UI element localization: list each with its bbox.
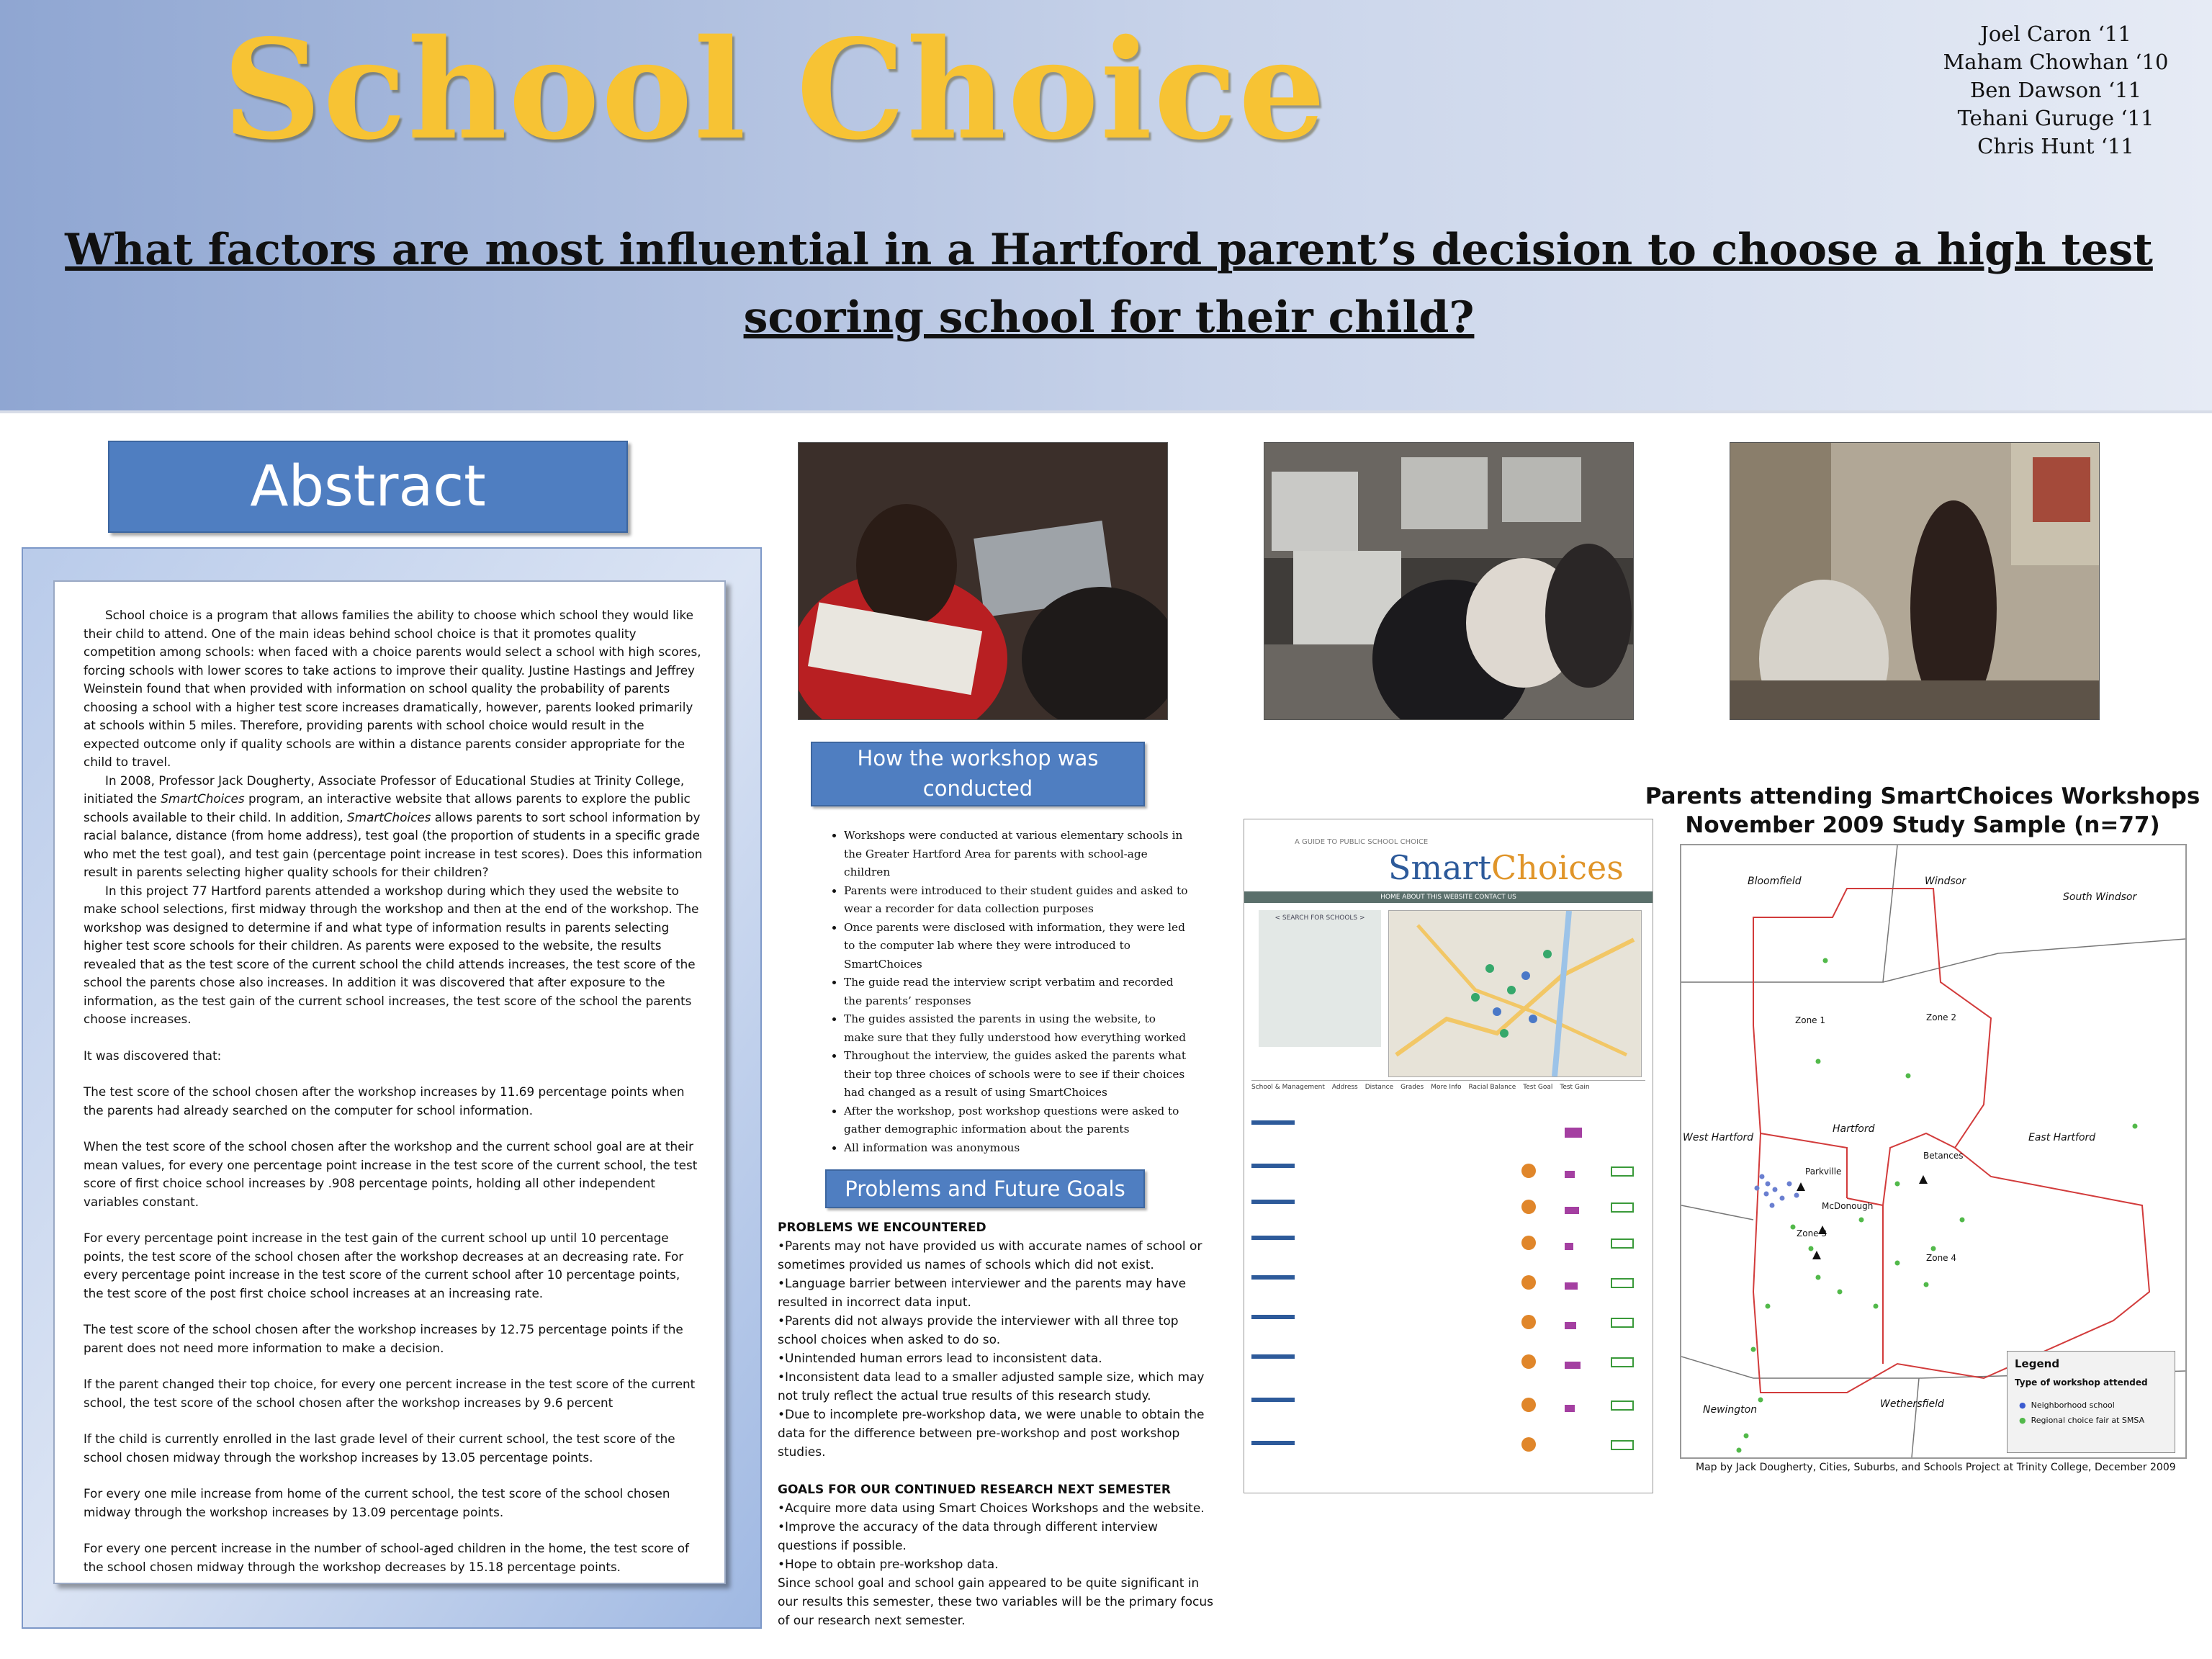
sc-col: School & Management bbox=[1251, 1084, 1325, 1091]
town-label: Wethersfield bbox=[1880, 1398, 1944, 1410]
sc-tagline: A GUIDE TO PUBLIC SCHOOL CHOICE bbox=[1295, 838, 1429, 846]
abstract-paragraph: School choice is a program that allows families the ability to choose which school they would like their child to attend. One of the main ideas behind school choice is that it promotes quality competition among schools: when faced with a choice parents would select a school with high scores, forcing schools with lower scores to take actions to improve their quality. Justine Hastings and Jeffrey Weinstein found that when provided with information on school quality the probability of parents choosing a school with a higher test score increases dramatically, however, parents looked primarily at schools within 5 miles. Therefore, providing parents with school choice would result in the expected outcome only if quality schools are within a distance parents consider appropriate for the child to travel. bbox=[84, 608, 701, 769]
town-label: South Windsor bbox=[2063, 891, 2137, 903]
list-item: •Unintended human errors lead to inconsistent data. bbox=[778, 1352, 1102, 1366]
list-item: • Parents were introduced to their student guides and asked to wear a recorder for data collection purposes bbox=[844, 882, 1188, 919]
legend-subtitle: Type of workshop attended bbox=[2015, 1377, 2148, 1388]
author: Joel Caron ‘11 bbox=[1980, 22, 2131, 46]
zone-label: Zone 2 bbox=[1926, 1012, 1956, 1022]
poster-title: School Choice bbox=[222, 9, 1327, 170]
finding: The test score of the school chosen after the workshop increases by 12.75 percentage points if the parent does not need more information to make a decision. bbox=[84, 1322, 683, 1355]
problems-subheading: PROBLEMS WE ENCOUNTERED bbox=[778, 1220, 986, 1235]
map-legend bbox=[2007, 1351, 2175, 1453]
neighborhood-points bbox=[1755, 1174, 1799, 1208]
town-label: Hartford bbox=[1833, 1123, 1875, 1135]
finding: If the parent changed their top choice, for every one percent increase in the test score of the current school, the test score of the school chosen after the workshop increases by 9.6 percent bbox=[84, 1377, 696, 1410]
workshop-photo-2 bbox=[1264, 442, 1634, 720]
abstract-heading: Abstract bbox=[108, 441, 628, 533]
abstract-text bbox=[84, 606, 703, 1576]
map-title-line: Parents attending SmartChoices Workshops bbox=[1645, 783, 2200, 809]
list-item: • All information was anonymous bbox=[844, 1139, 1188, 1158]
list-item: •Due to incomplete pre-workshop data, we were unable to obtain the data for the difference between pre-workshop and post workshop studies. bbox=[778, 1408, 1205, 1460]
finding: The test score of the school chosen after the workshop increases by 11.69 percentage points when the parents had already searched on the computer for school information. bbox=[84, 1084, 685, 1118]
workshop-list bbox=[828, 827, 1188, 1157]
sc-table-header bbox=[1251, 1080, 1645, 1112]
sc-logo: SmartChoices bbox=[1388, 848, 1624, 887]
zone-label: Zone 4 bbox=[1926, 1253, 1956, 1263]
workshop-heading: How the workshop was conducted bbox=[811, 742, 1145, 806]
legend-item: ● Neighborhood school bbox=[2019, 1401, 2115, 1410]
sc-col: Racial Balance bbox=[1468, 1084, 1516, 1091]
sc-col: Distance bbox=[1364, 1084, 1394, 1091]
list-item: •Inconsistent data lead to a smaller adjusted sample size, which may not truly reflect the actual true results of this research study. bbox=[778, 1370, 1205, 1403]
legend-title: Legend bbox=[2015, 1357, 2060, 1370]
town-label: Newington bbox=[1703, 1404, 1758, 1416]
workshop-photo-3 bbox=[1730, 442, 2100, 720]
list-item: •Parents did not always provide the interviewer with all three top school choices when asked to do so. bbox=[778, 1314, 1179, 1347]
finding: For every percentage point increase in the test gain of the current school up until 10 percentage points, the test score of the school chosen after the workshop decreases at an decreasing rate. For every percentage point increase in the test score of the current school after 10 percentage points, the test score of the post first choice school increases at an increasing rate. bbox=[84, 1231, 684, 1300]
list-item: •Parents may not have provided us with accurate names of school or sometimes provided us names of schools which did not exist. bbox=[778, 1239, 1202, 1272]
abstract-paragraph: It was discovered that: bbox=[84, 1048, 222, 1063]
list-item: • Throughout the interview, the guides asked the parents what their top three choices of schools were to see if their choices had changed as a result of using SmartChoices bbox=[844, 1047, 1188, 1102]
list-item: •Language barrier between interviewer and the parents may have resulted in incorrect data input. bbox=[778, 1277, 1187, 1310]
sc-map bbox=[1388, 910, 1642, 1077]
finding: For every one mile increase from home of the current school, the test score of the school chosen midway through the workshop increases by 13.09 percentage points. bbox=[84, 1486, 670, 1519]
goals-subheading: GOALS FOR OUR CONTINUED RESEARCH NEXT SEMESTER bbox=[778, 1483, 1172, 1497]
sc-search-label: < SEARCH FOR SCHOOLS > bbox=[1274, 914, 1365, 922]
workshop-photo-1 bbox=[798, 442, 1168, 720]
sc-search-panel bbox=[1259, 910, 1381, 1047]
sc-col: Grades bbox=[1401, 1084, 1424, 1091]
author: Tehani Guruge ‘11 bbox=[1957, 106, 2154, 130]
sc-col: Test Goal bbox=[1523, 1084, 1553, 1091]
list-item: •Acquire more data using Smart Choices Workshops and the website. bbox=[778, 1501, 1205, 1516]
author: Maham Chowhan ‘10 bbox=[1943, 50, 2169, 74]
zone-label: Zone 1 bbox=[1795, 1015, 1825, 1025]
author: Ben Dawson ‘11 bbox=[1969, 78, 2142, 102]
map-title bbox=[1642, 782, 2203, 840]
finding: When the test score of the school chosen after the workshop and the current school goal are at their mean values, for every one percentage point increase in the test score of the current school, the test score of first choice school increases by .908 percentage points, holding all other independent variables constant. bbox=[84, 1139, 698, 1209]
sc-col: Address bbox=[1331, 1084, 1358, 1091]
workshop-sites bbox=[1797, 1175, 1928, 1259]
list-item: Since school goal and school gain appeared to be quite significant in our results this semester, these two variables will be the primary focus of our research next semester. bbox=[778, 1576, 1214, 1628]
research-question: What factors are most influential in a Hartford parent’s decision to choose a high test scoring school for their child? bbox=[65, 225, 2153, 343]
list-item: • Workshops were conducted at various elementary schools in the Greater Hartford Area for parents with school-age children bbox=[844, 827, 1188, 882]
finding: For every one percent increase in the number of school-aged children in the home, the test score of the school chosen midway through the workshop decreases by 15.18 percentage points. bbox=[84, 1541, 689, 1574]
list-item: •Improve the accuracy of the data through different interview questions if possible. bbox=[778, 1520, 1159, 1553]
sc-nav: HOME ABOUT THIS WEBSITE CONTACT US bbox=[1244, 891, 1653, 903]
sc-col: More Info bbox=[1431, 1084, 1462, 1091]
sc-rows-graphic bbox=[1251, 1113, 1645, 1488]
place-label: Parkville bbox=[1805, 1166, 1842, 1177]
town-label: East Hartford bbox=[2028, 1132, 2096, 1143]
finding: If the child is currently enrolled in the last grade level of their current school, the test score of the school chosen midway through the workshop increases by 13.05 percentage points. bbox=[84, 1431, 675, 1465]
list-item: • After the workshop, post workshop questions were asked to gather demographic information about the parents bbox=[844, 1102, 1188, 1139]
author: Chris Hunt ‘11 bbox=[1977, 134, 2134, 158]
abstract-box bbox=[53, 580, 726, 1584]
abstract-paragraph: In 2008, Professor Jack Dougherty, Associate Professor of Educational Studies at Trinity College, initiated the SmartChoices program, an interactive website that allows parents to explore the public schools available to their child. In addition, SmartChoices allows parents to sort school information by racial balance, distance (from home address), test goal (the proportion of students in a specific grade who met the test goal), and test gain (percentage point increase in test scores). Does this information result in parents selecting higher quality schools for their children? bbox=[84, 773, 703, 879]
problems-heading: Problems and Future Goals bbox=[825, 1169, 1145, 1208]
problems-text bbox=[778, 1218, 1217, 1630]
legend-item: ● Regional choice fair at SMSA bbox=[2019, 1416, 2145, 1425]
map-title-line: November 2009 Study Sample (n=77) bbox=[1685, 812, 2160, 838]
place-label: Betances bbox=[1923, 1151, 1964, 1161]
author-list bbox=[1915, 20, 2196, 161]
town-label: Windsor bbox=[1925, 876, 1966, 887]
town-label: West Hartford bbox=[1683, 1132, 1754, 1143]
list-item: • The guides assisted the parents in using the website, to make sure that they fully understood how everything worked bbox=[844, 1010, 1188, 1047]
smartchoices-screenshot bbox=[1244, 819, 1653, 1493]
town-label: Bloomfield bbox=[1748, 876, 1802, 887]
zone-label: Zone 3 bbox=[1797, 1228, 1827, 1238]
sc-table-rows bbox=[1251, 1113, 1645, 1488]
list-item: • The guide read the interview script verbatim and recorded the parents’ responses bbox=[844, 974, 1188, 1010]
study-map bbox=[1680, 844, 2187, 1459]
list-item: • Once parents were disclosed with information, they were led to the computer lab where they were introduced to SmartChoices bbox=[844, 919, 1188, 974]
sc-col: Test Gain bbox=[1560, 1084, 1590, 1091]
map-caption: Map by Jack Dougherty, Cities, Suburbs, and Schools Project at Trinity College, December 2009 bbox=[1696, 1462, 2176, 1473]
abstract-paragraph: In this project 77 Hartford parents attended a workshop during which they used the website to make school selections, first midway through the workshop and then at the end of the workshop. The workshop was designed to determine if and what type of information results in parents selecting higher test score schools for their children. As parents were exposed to the website, the results revealed that as the test score of the current school the child attends increases, the test score of the school the parents chose also increases. In addition it was discovered that after exposure to the information, as the test gain of the current school increases, the test score of the school the parents choose increases. bbox=[84, 883, 699, 1026]
list-item: •Hope to obtain pre-workshop data. bbox=[778, 1557, 999, 1572]
place-label: McDonough bbox=[1822, 1201, 1874, 1211]
